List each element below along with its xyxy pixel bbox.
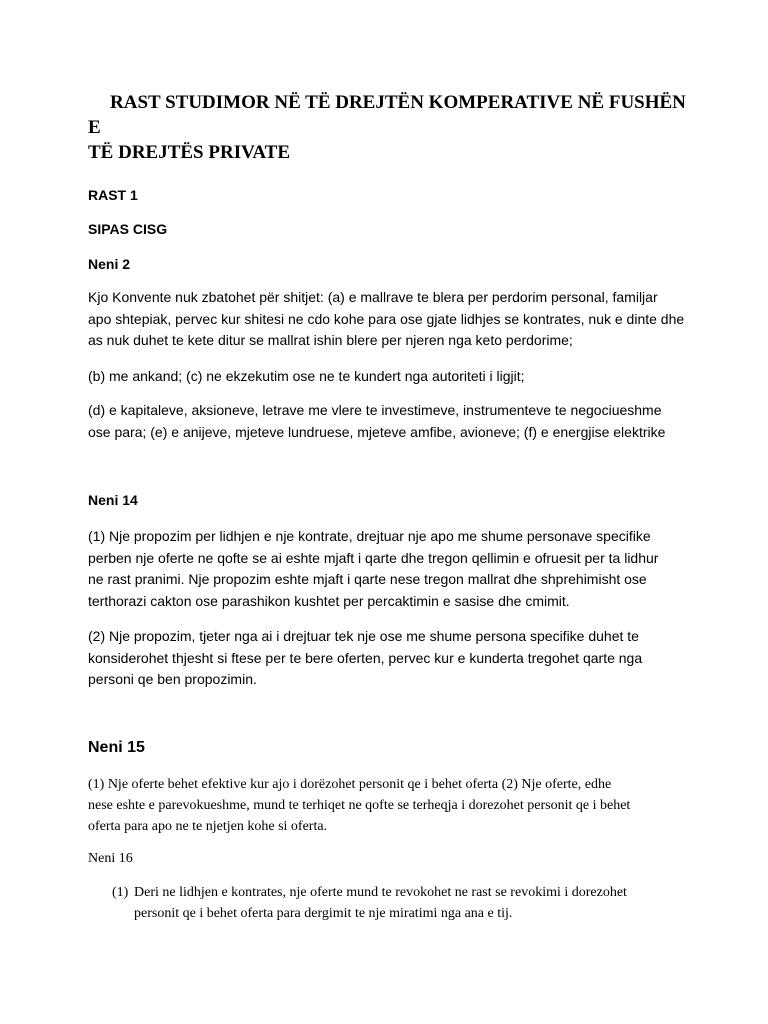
text-line: personi qe ben propozimin. bbox=[88, 671, 257, 687]
neni-2-paragraph-3 bbox=[88, 400, 688, 443]
text-line: personit qe i behet oferta para dergimit te nje miratimi nga ana e tij. bbox=[134, 906, 513, 921]
text-line: (d) e kapitaleve, aksioneve, letrave me vlere te investimeve, instrumenteve te negociueshme bbox=[88, 402, 662, 418]
text-line: perben nje oferte ne qofte se ai eshte mjaft i qarte dhe tregon qellimin e ofruesit per ta lidhur bbox=[88, 549, 659, 566]
text-line: (2) Nje propozim, tjeter nga ai i drejtuar tek nje ose me shume persona specifike duhet te bbox=[88, 628, 639, 644]
neni-2-paragraph-2 bbox=[88, 366, 688, 388]
neni-16-heading: Neni 16 bbox=[88, 851, 133, 866]
text-line: (1) Nje oferte behet efektive kur ajo i dorëzohet personit qe i behet oferta (2) Nje oferte, edhe bbox=[88, 777, 612, 792]
title-line-2: TË DREJTËS PRIVATE bbox=[88, 142, 291, 163]
text-line: ose para; (e) e anijeve, mjeteve lundruese, mjeteve amfibe, avioneve; (f) e energjise elektrike bbox=[88, 423, 666, 440]
text-line: as nuk duhet te kete ditur se mallrat ishin blere per njeren nga keto perdorime; bbox=[88, 332, 573, 348]
title-line-1: RAST STUDIMOR NË TË DREJTËN KOMPERATIVE NË FUSHËN E bbox=[88, 92, 686, 138]
text-line: konsiderohet thjesht si ftese per te bere oferten, pervec kur e kunderta tregohet qarte nga bbox=[88, 649, 643, 666]
text-line: Kjo Konvente nuk zbatohet për shitjet: (a) e mallrave te blera per perdorim personal, familjar bbox=[88, 289, 658, 305]
source-label: SIPAS CISG bbox=[88, 221, 168, 237]
list-item-number: (1) bbox=[112, 885, 129, 900]
neni-14-heading: Neni 14 bbox=[88, 492, 138, 508]
case-label: RAST 1 bbox=[88, 187, 138, 203]
text-line: terthorazi cakton ose parashikon kushtet per percaktimin e sasise dhe cmimit. bbox=[88, 592, 570, 609]
neni-15-paragraph-1 bbox=[88, 774, 688, 837]
neni-15-heading: Neni 15 bbox=[88, 739, 145, 756]
text-line: (b) me ankand; (c) ne ekzekutim ose ne te kundert nga autoriteti i ligjit; bbox=[88, 368, 525, 384]
neni-14-paragraph-1 bbox=[88, 526, 688, 612]
neni-2-heading: Neni 2 bbox=[88, 256, 131, 272]
neni-2-paragraph-1 bbox=[88, 287, 688, 352]
text-line: ne rast pranimi. Nje propozim eshte mjaft i qarte nese tregon mallrat dhe shprehimisht ose bbox=[88, 571, 647, 587]
document-title bbox=[88, 90, 688, 165]
list-item-text bbox=[134, 882, 672, 924]
text-line: (1) Nje propozim per lidhjen e nje kontrate, drejtuar nje apo me shume personave specifike bbox=[88, 528, 651, 544]
text-line: Deri ne lidhjen e kontrates, nje oferte mund te revokohet ne rast se revokimi i dorezohet bbox=[134, 885, 627, 900]
text-line: oferta para apo ne te njetjen kohe si oferta. bbox=[88, 819, 328, 834]
neni-14-paragraph-2 bbox=[88, 626, 688, 691]
text-line: nese eshte e parevokueshme, mund te terhiqet ne qofte se terheqja i dorezohet personit qe i behet bbox=[88, 798, 631, 813]
text-line: apo shtepiak, pervec kur shitesi ne cdo kohe para ose gjate lidhjes se kontrates, nuk e dinte dhe bbox=[88, 310, 685, 327]
neni-16-list-item bbox=[112, 882, 672, 924]
